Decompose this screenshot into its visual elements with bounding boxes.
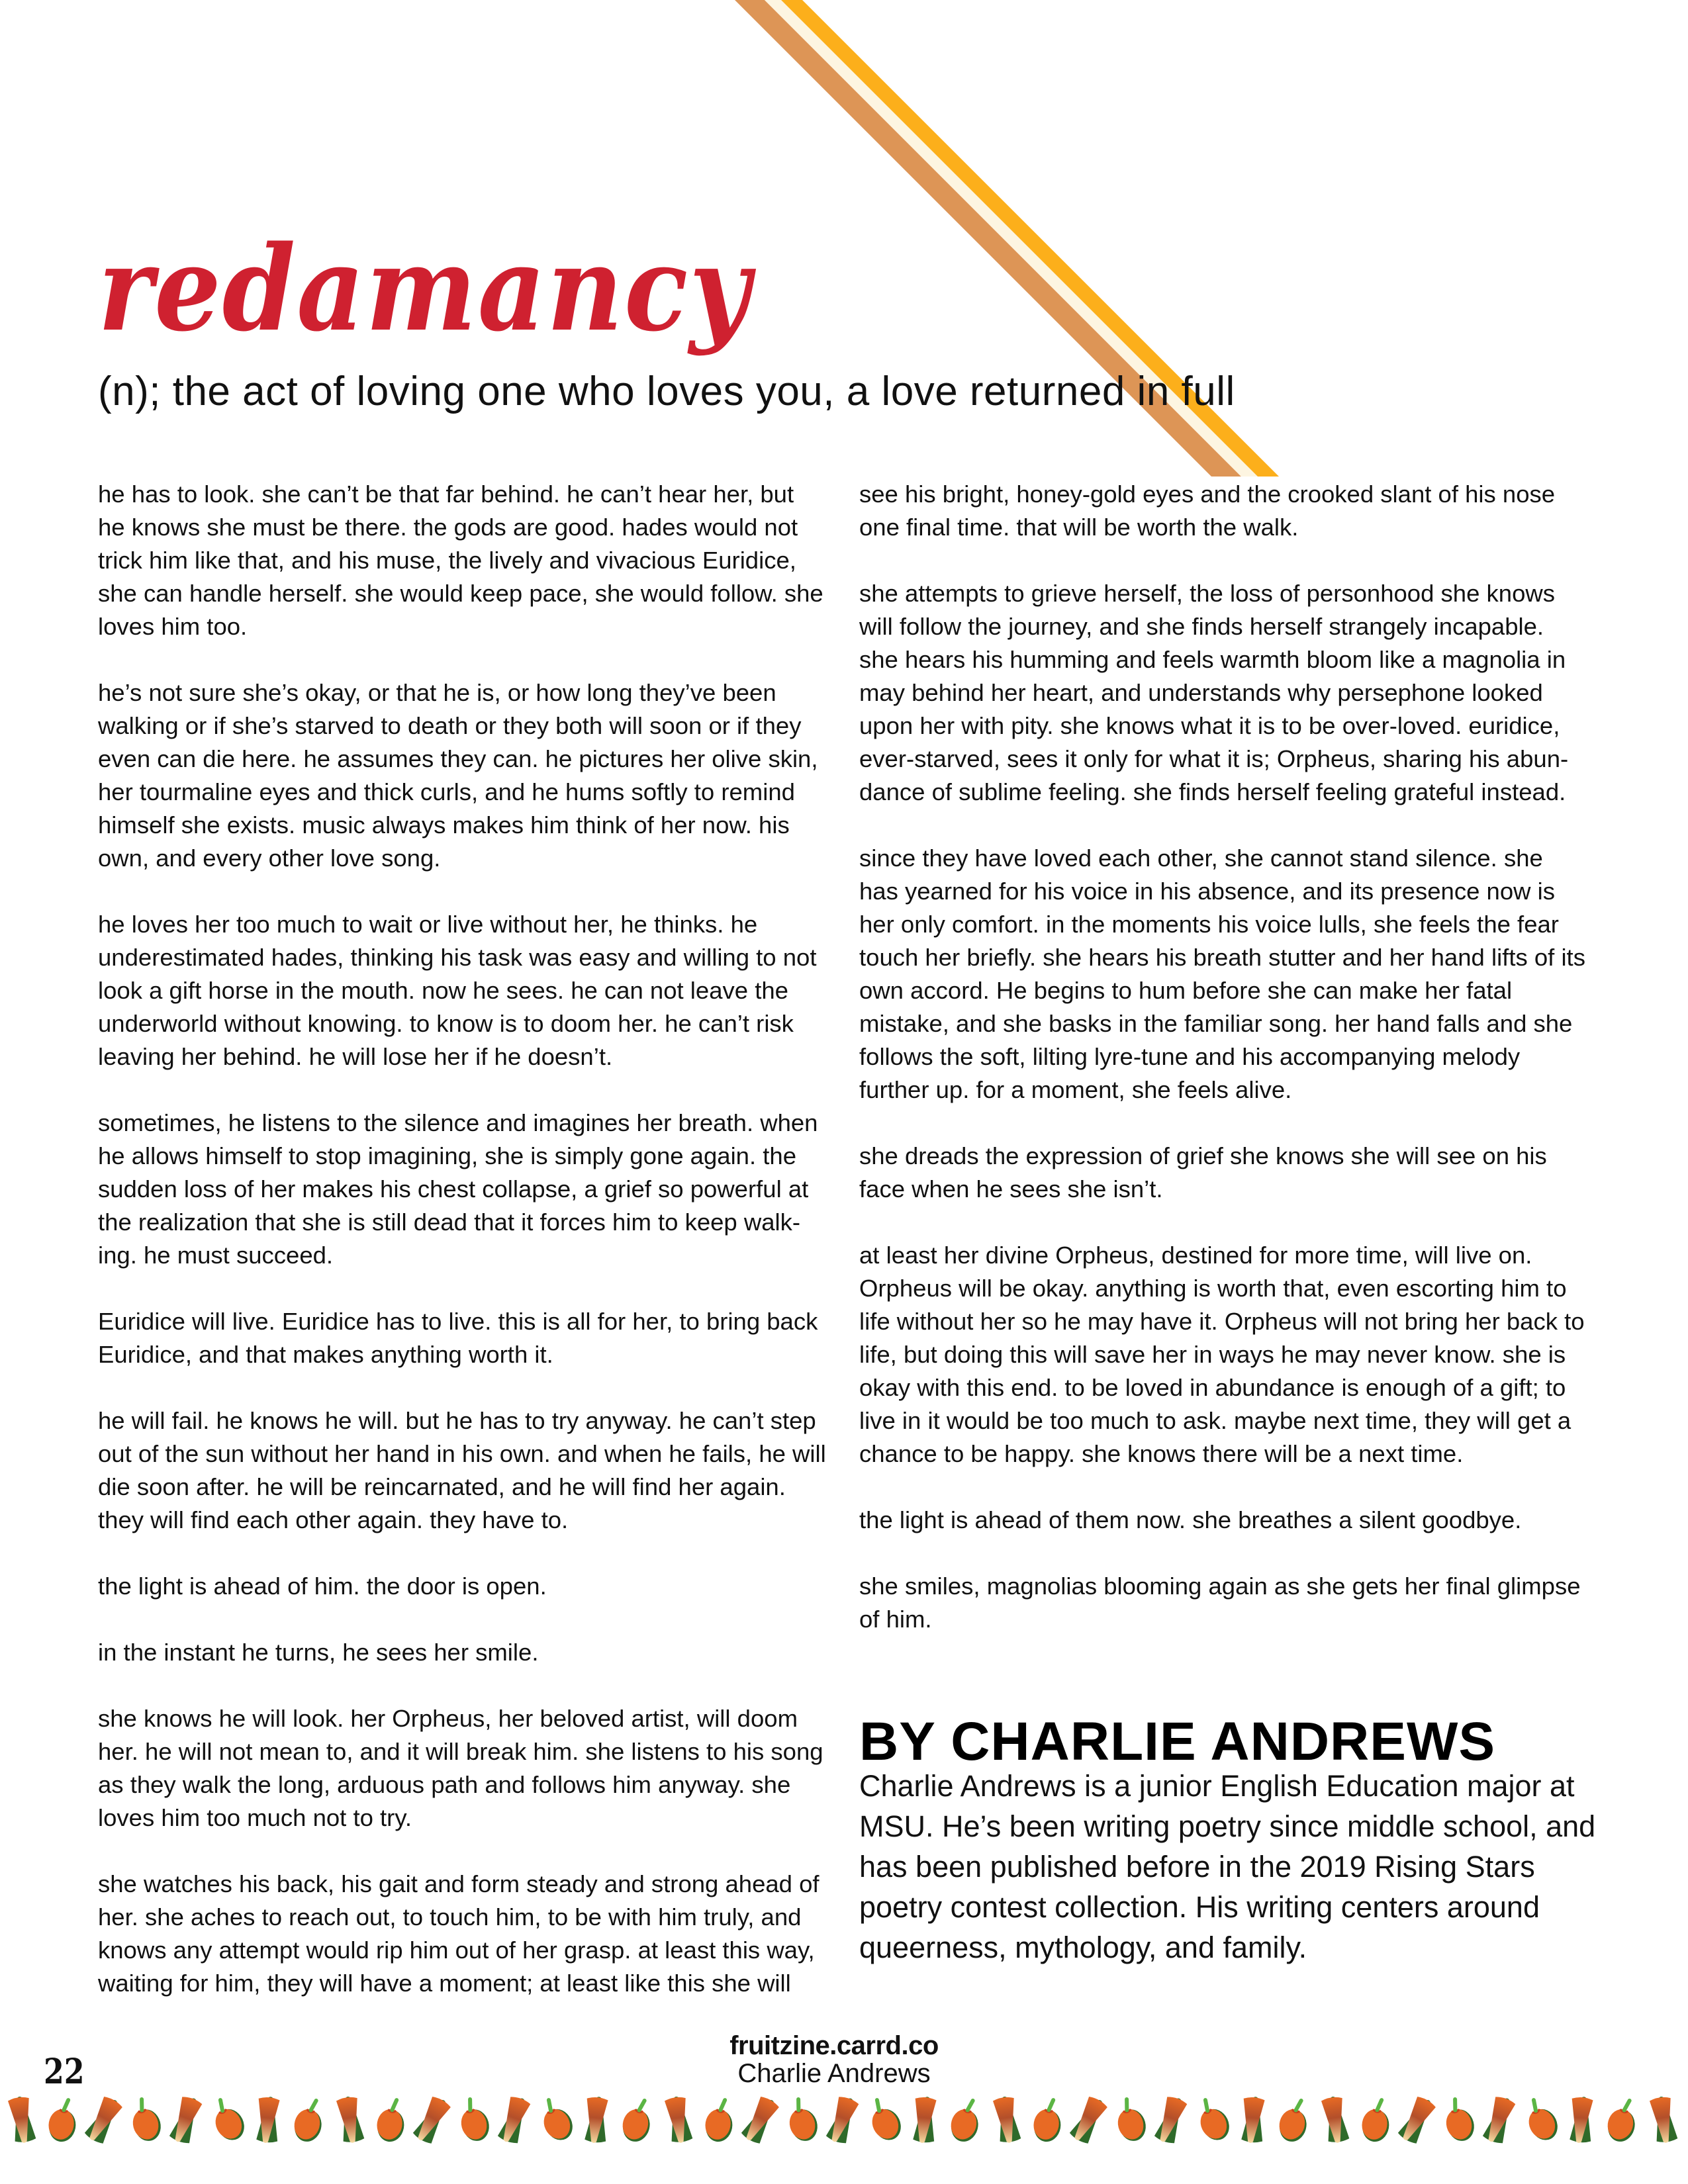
candy-corn-icon	[912, 2096, 938, 2144]
candy-corn-icon	[1395, 2095, 1438, 2144]
candy-corn-icon	[664, 2095, 692, 2144]
bell-pepper-icon	[535, 2095, 577, 2144]
page-title: redamancy	[98, 220, 752, 358]
footer-website-link[interactable]: fruitzine.carrd.co	[729, 2031, 939, 2060]
paragraph: he will fail. he knows he will. but he has to try anyway. he can’t step out of the sun without her hand in his own. and when he fails, he will die soon after. he will be reincarnated, and he will find her again. they will find each other again. they have to.	[98, 1407, 826, 1533]
paragraph: the light is ahead of them now. she breathes a silent goodbye.	[859, 1506, 1522, 1533]
paragraph: she smiles, magnolias blooming again as she gets her final glimpse of him.	[859, 1572, 1581, 1633]
candy-corn-icon	[167, 2095, 205, 2144]
candy-corn-icon	[1152, 2095, 1190, 2144]
pumpkin-icon	[1604, 2097, 1641, 2144]
title-definition: (n); the act of loving one who loves you, a love returned in full	[98, 369, 1235, 414]
bell-pepper-icon	[1031, 2097, 1064, 2144]
bell-pepper-icon	[702, 2097, 736, 2144]
pumpkin-icon	[127, 2096, 164, 2144]
bell-pepper-icon	[1520, 2095, 1562, 2144]
bell-pepper-icon	[863, 2095, 906, 2144]
pumpkin-icon	[1112, 2096, 1149, 2144]
paragraph: since they have loved each other, she cannot stand silence. she has yearned for his voice in his absence, and its presence now is her only comfort. in the moments his voice lulls, she feels the fear touch her briefly. she hears his breath stutter and her hand lifts of its own accord. He begins to hum before she can make her fatal mistake, and she basks in the familiar song. her hand falls and she follows the soft, lilting lyre-tune and his accompanying melody further up. for a moment, she feels alive.	[859, 844, 1585, 1103]
pumpkin-icon	[1440, 2096, 1477, 2144]
bell-pepper-icon	[1192, 2095, 1234, 2144]
candy-corn-icon	[1067, 2095, 1109, 2144]
pumpkin-icon	[291, 2097, 328, 2144]
pumpkin-icon	[784, 2096, 821, 2144]
candy-corn-icon	[410, 2095, 453, 2144]
candy-corn-icon	[7, 2095, 36, 2144]
page-number: 22	[44, 2052, 85, 2092]
paragraph: he’s not sure she’s okay, or that he is, or how long they’ve been walking or if she’s starved to death or they both will soon or if they even can die here. he assumes they can. he pictures her olive skin, her tourmaline eyes and thick curls, and he hums softly to remind himself she exists. music always makes him think of her now. his own, and every other love song.	[98, 679, 818, 872]
pumpkin-icon	[619, 2097, 656, 2144]
candy-corn-icon	[1240, 2096, 1266, 2144]
paragraph: he loves her too much to wait or live without her, he thinks. he underestimated hades, thinking his task was easy and willing to not look a gift horse in the mouth. now he sees. he can not leave the underworld without knowing. to know is to doom her. he can’t risk leaving her behind. he will lose her if he doesn’t.	[98, 911, 817, 1070]
candy-corn-icon	[82, 2095, 124, 2144]
paragraph: at least her divine Orpheus, destined for more time, will live on. Orpheus will be okay. anything is worth that, even escorting him to life without her so he may have it. Orpheus will not bring her back to life, but doing this will save her in ways he may never know. she is okay with this end. to be loved in abundance is enough of a gift; to live in it would be too much to ask. maybe next time, they will get a chance to be happy. she knows there will be a next time.	[859, 1242, 1585, 1467]
paragraph: she attempts to grieve herself, the loss of personhood she knows will follow the journey, and she finds herself strangely incapable. she hears his humming and feels warmth bloom like a magnolia in may behind her heart, and understands why persephone looked upon her with pity. she knows what it is to be over-loved. euridice, ever-starved, sees it only for what it is; Orpheus, sharing his abun-dance of sublime feeling. she finds herself feeling grateful instead.	[859, 580, 1569, 805]
candy-corn-icon	[336, 2095, 364, 2144]
paragraph: she dreads the expression of grief she knows she will see on his face when he sees she isn’t.	[859, 1142, 1547, 1203]
candy-corn-icon	[583, 2096, 610, 2144]
paragraph: sometimes, he listens to the silence and imagines her breath. when he allows himself to stop imagining, she is simply gone again. the sudden loss of her makes his chest collapse, a grief so powerful at the realization that she is still dead that it forces him to keep walk-ing. he must succeed.	[98, 1109, 818, 1269]
paragraph: he has to look. she can’t be that far behind. he can’t hear her, but he knows she must be there. the gods are good. hades would not trick him like that, and his muse, the lively and vivacious Euridice, she can handle herself. she would keep pace, she would follow. she loves him too.	[98, 480, 823, 640]
paragraph: in the instant he turns, he sees her smile.	[98, 1639, 539, 1666]
candy-corn-icon	[739, 2095, 781, 2144]
candy-corn-icon	[1649, 2095, 1677, 2144]
paragraph: she watches his back, his gait and form steady and strong ahead of her. she aches to reach out, to touch him, to be with him truly, and knows any attempt would rip him out of her grasp. at least this way, waiting for him, they will have a moment; at least like this she will	[98, 1870, 820, 1997]
pumpkin-icon	[1276, 2097, 1313, 2144]
pumpkin-icon	[947, 2097, 984, 2144]
story-column-right	[859, 478, 1587, 1669]
footer-author: Charlie Andrews	[737, 2059, 931, 2088]
author-bio: Charlie Andrews is a junior English Education major at MSU. He’s been writing poetry since middle school, and has been published before in the 2019 Rising Stars poetry contest collection. His writing centers around queerness, mythology, and family.	[859, 1769, 1596, 1964]
candy-corn-icon	[255, 2096, 281, 2144]
paragraph: she knows he will look. her Orpheus, her beloved artist, will doom her. he will not mean to, and it will break him. she listens to his song as they walk the long, arduous path and follows him anyway. she loves him too much not to try.	[98, 1705, 823, 1831]
candy-corn-icon	[992, 2095, 1021, 2144]
candy-corn-icon	[824, 2095, 861, 2144]
candy-vegetable-border	[0, 2091, 1688, 2144]
paragraph: see his bright, honey-gold eyes and the crooked slant of his nose one final time. that will be worth the walk.	[859, 480, 1556, 541]
paragraph: the light is ahead of him. the door is open.	[98, 1572, 547, 1600]
candy-corn-icon	[1568, 2096, 1595, 2144]
bell-pepper-icon	[1359, 2097, 1393, 2144]
pumpkin-icon	[455, 2096, 492, 2144]
paragraph: Euridice will live. Euridice has to live. this is all for her, to bring back Euridice, and that makes anything worth it.	[98, 1308, 818, 1368]
author-byline: BY CHARLIE ANDREWS	[859, 1711, 1496, 1772]
bell-pepper-icon	[207, 2095, 249, 2144]
bell-pepper-icon	[46, 2097, 79, 2144]
candy-corn-icon	[1481, 2095, 1518, 2144]
candy-corn-icon	[496, 2095, 533, 2144]
story-column-left	[98, 478, 826, 2033]
candy-corn-icon	[1321, 2095, 1349, 2144]
bell-pepper-icon	[374, 2097, 408, 2144]
